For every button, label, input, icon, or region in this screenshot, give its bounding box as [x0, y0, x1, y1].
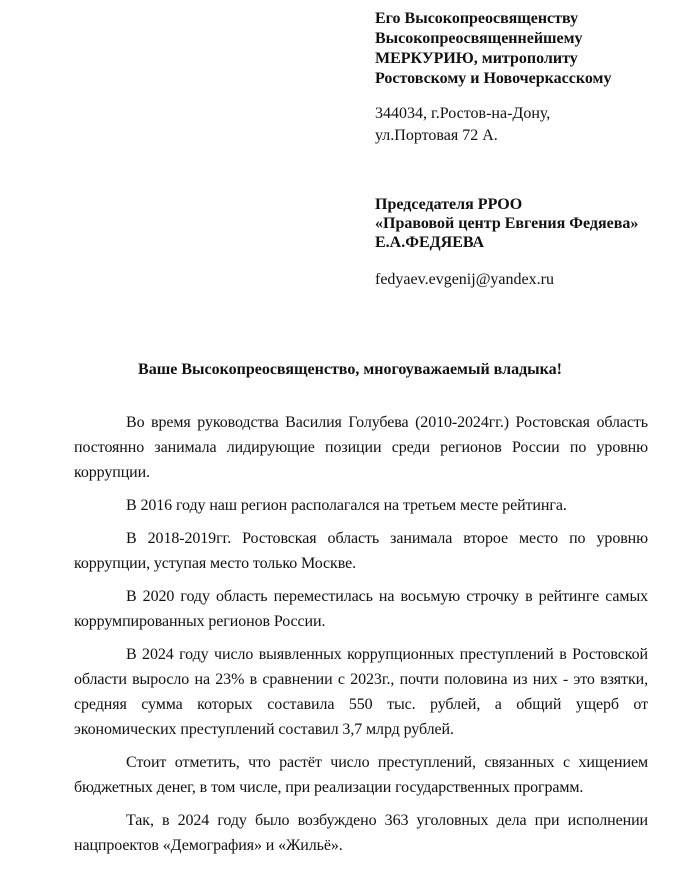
body-paragraph: В 2024 году число выявленных коррупционных преступлений в Ростовской области выросло на 23% в сравнении с 2023г., почти половина из них - это взятки, средняя сумма которых составила 550 тыс. рублей, а общий ущерб от экономических преступлений составил 3,7 млрд рублей. [74, 646, 648, 738]
sender-line: «Правовой центр Евгения Федяева» [375, 215, 639, 232]
recipient-line: Его Высокопреосвященству [375, 10, 579, 27]
recipient-block [375, 9, 685, 89]
address-line: 344034, г.Ростов-на-Дону, [375, 105, 551, 122]
body-paragraph: Стоит отметить, что растёт число преступлений, связанных с хищением бюджетных денег, в том числе, при реализации государственных программ. [74, 754, 648, 796]
sender-block [375, 195, 638, 252]
body-paragraph: В 2020 году область переместилась на восьмую строчку в рейтинге самых коррумпированных регионов России. [74, 588, 648, 630]
body-paragraph: Так, в 2024 году было возбуждено 363 уголовных дела при исполнении нацпроектов «Демография» и «Жильё». [74, 812, 648, 854]
recipient-line: Высокопреосвященнейшему [375, 30, 583, 47]
recipient-line: Ростовскому и Новочеркасскому [375, 70, 612, 87]
body-paragraph: В 2016 году наш регион располагался на третьем месте рейтинга. [126, 497, 567, 514]
address-line: ул.Портовая 72 А. [375, 127, 498, 144]
sender-email: fedyaev.evgenij@yandex.ru [375, 271, 554, 288]
body-paragraph: Во время руководства Василия Голубева (2010-2024гг.) Ростовская область постоянно занимала лидирующие позиции среди регионов России по уровню коррупции. [74, 414, 648, 481]
recipient-address [375, 103, 550, 147]
body-paragraph: В 2018-2019гг. Ростовская область занимала второе место по уровню коррупции, уступая место только Москве. [74, 530, 648, 572]
salutation-heading: Ваше Высокопреосвященство, многоуважаемый владыка! [138, 361, 562, 378]
letter-body [74, 410, 648, 858]
sender-line: Председателя РРОО [375, 196, 523, 213]
recipient-line: МЕРКУРИЮ, митрополиту [375, 50, 578, 67]
sender-line: Е.А.ФЕДЯЕВА [375, 234, 485, 251]
